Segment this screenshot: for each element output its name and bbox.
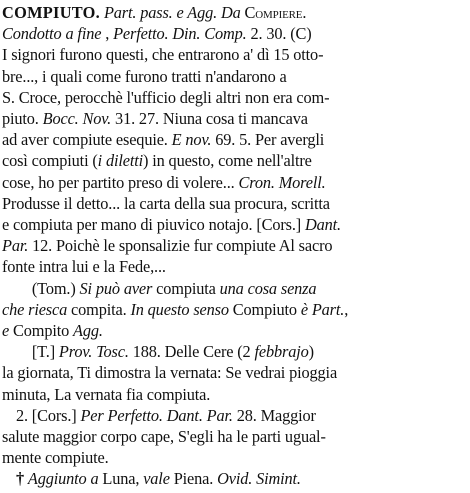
entry-line [2, 108, 464, 129]
entry-line [2, 256, 464, 277]
text-segment: 2. 30. (C) [246, 24, 312, 44]
small-caps-segment: Compiere. [244, 3, 307, 22]
italic-segment: una cosa senza [219, 278, 317, 298]
text-segment: la giornata, Ti dimostra la vernata: Se vedrai pioggia [2, 363, 338, 383]
entry-line [2, 172, 464, 193]
text-segment: ) [308, 342, 314, 362]
text-segment: ) in questo, come nell'altre [143, 151, 312, 171]
text-segment: 69. 5. Per avergli [211, 130, 325, 150]
italic-segment: Agg. [73, 321, 103, 341]
text-segment: Compiuto [228, 299, 301, 319]
italic-segment: Ovid. Simint. [217, 469, 301, 489]
text-segment: mente compiute. [2, 448, 109, 468]
dagger-mark: † [15, 469, 28, 489]
italic-segment: Perfetto. Din. Comp. [113, 24, 247, 44]
italic-segment: Par. [2, 236, 29, 256]
italic-segment: E nov. [171, 130, 212, 150]
text-segment: e compiuta per mano di piuvico notajo. [Cors.] [2, 215, 306, 235]
dictionary-entry [2, 2, 466, 490]
text-segment: così compiuti ( [2, 151, 98, 171]
entry-line [2, 320, 464, 341]
text-segment: Luna, [98, 469, 144, 489]
italic-segment: è Part. [300, 299, 345, 319]
entry-line [2, 278, 464, 299]
text-segment: Compito [9, 321, 74, 341]
entry-line [2, 44, 464, 65]
entry-line [2, 384, 464, 405]
italic-segment: febbrajo [254, 342, 309, 362]
italic-segment: Per Perfetto. Dant. Par. [80, 405, 233, 425]
text-segment: Piena. [169, 469, 218, 489]
text-segment: bre..., i quali come furono tratti n'andarono a [2, 66, 287, 86]
entry-line [2, 214, 464, 235]
text-segment: 12. Poichè le sponsalizie fur compiute Al sacro [28, 236, 333, 256]
entry-line [2, 2, 464, 23]
italic-segment: vale [143, 469, 170, 489]
text-segment: Produsse il detto... la carta della sua procura, scritta [2, 193, 330, 213]
italic-segment: Part. pass. e Agg. Da [100, 3, 245, 22]
entry-line [2, 362, 464, 383]
text-segment: S. Croce, perocchè l'ufficio degli altri non era com- [2, 87, 330, 107]
text-segment: , [344, 299, 349, 319]
italic-segment: e [2, 321, 10, 341]
italic-segment: In questo senso [130, 299, 229, 319]
entry-line [2, 468, 464, 489]
text-segment: compiuta [152, 278, 220, 298]
italic-segment: Si può aver [79, 278, 153, 298]
text-segment: 2. [Cors.] [15, 405, 81, 425]
italic-segment: Aggiunto a [27, 469, 99, 489]
text-segment: 188. Delle Cere (2 [128, 342, 255, 362]
entry-line [2, 66, 464, 87]
headword: COMPIUTO. [2, 3, 101, 22]
entry-line [2, 87, 464, 108]
italic-segment: Bocc. Nov. [42, 109, 112, 129]
text-segment: , [101, 24, 114, 44]
text-segment: cose, ho per partito preso di volere... [2, 172, 239, 192]
entry-line [2, 129, 464, 150]
entry-line [2, 193, 464, 214]
entry-line [2, 299, 464, 320]
italic-segment: Dant. [305, 215, 341, 235]
entry-line [2, 341, 464, 362]
text-segment: fonte intra lui e la Fede,... [2, 257, 166, 277]
italic-segment: i diletti [97, 151, 144, 171]
entry-line [2, 447, 464, 468]
text-segment: minuta, La vernata fia compiuta. [2, 384, 211, 404]
italic-segment: Cron. Morell. [238, 172, 326, 192]
entry-line [2, 235, 464, 256]
entry-line [2, 23, 464, 44]
text-segment: ad aver compiute esequie. [2, 130, 172, 150]
text-segment: (Tom.) [31, 278, 80, 298]
italic-segment: che riesca [2, 299, 68, 319]
text-segment: I signori furono questi, che entrarono a' dì 15 otto- [2, 45, 324, 65]
text-segment: salute maggior corpo cape, S'egli ha le parti ugual- [2, 427, 326, 447]
text-segment: 28. Maggior [232, 405, 316, 425]
entry-line [2, 150, 464, 171]
entry-line [2, 426, 464, 447]
text-segment: compita. [67, 299, 131, 319]
italic-segment: Prov. Tosc. [58, 342, 129, 362]
entry-line [2, 405, 464, 426]
italic-segment: Condotto a fine [2, 24, 102, 44]
text-segment: 31. 27. Niuna cosa ti mancava [111, 109, 308, 129]
text-segment: [T.] [31, 342, 59, 362]
text-segment: piuto. [2, 109, 43, 129]
